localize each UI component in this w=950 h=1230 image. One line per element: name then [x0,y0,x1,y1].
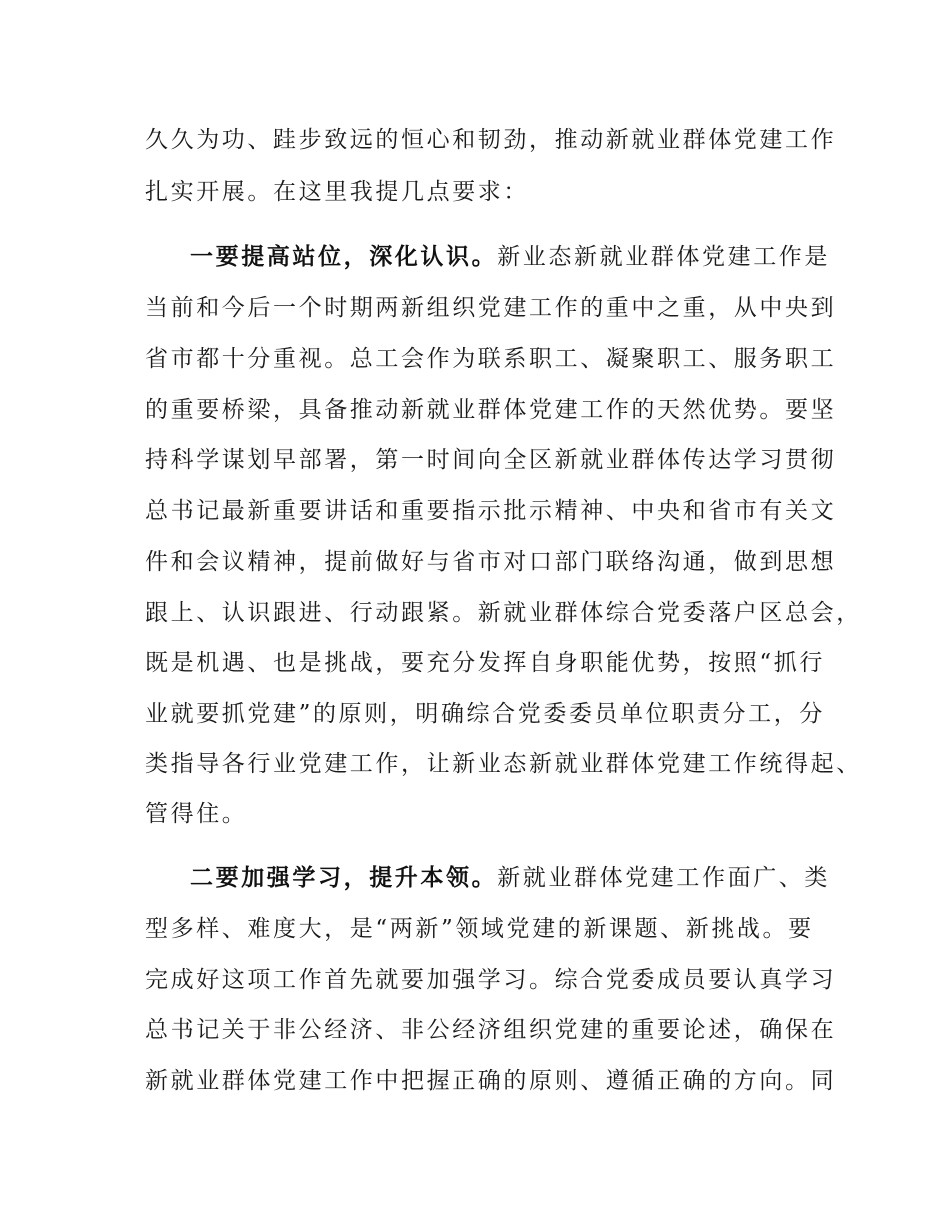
text-line: 新就业群体党建工作面广、类 [497,865,831,891]
paragraph-first-line [190,235,870,279]
text-line: 管得住。 [145,801,248,827]
paragraph-first-line [190,856,870,900]
text-line: 类指导各行业党建工作，让新业态新就业群体党建工作统得起、 [145,751,862,777]
text-line: 的重要桥梁，具备推动新就业群体党建工作的天然优势。要坚 [145,397,837,423]
text-line: 省市都十分重视。总工会作为联系职工、凝聚职工、服务职工 [145,346,837,372]
text-line: 新业态新就业群体党建工作是 [497,244,831,270]
text-line: 完成好这项工作首先就要加强学习。综合党委成员要认真学习 [145,967,837,993]
text-line: 扎实开展。在这里我提几点要求： [145,179,529,205]
text-line: 型多样、难度大，是“两新”领域党建的新课题、新挑战。要 [145,916,814,942]
text-line: 总书记关于非公经济、非公经济组织党建的重要论述，确保在 [145,1017,837,1043]
paragraph-heading: 二要加强学习，提升本领。 [190,865,498,891]
text-line: 久久为功、跬步致远的恒心和韧劲，推动新就业群体党建工作 [145,127,837,153]
text-line: 跟上、认识跟进、行动跟紧。新就业群体综合党委落户区总会， [145,600,862,626]
text-line: 件和会议精神，提前做好与省市对口部门联络沟通，做到思想 [145,549,837,575]
text-line: 持科学谋划早部署，第一时间向全区新就业群体传达学习贯彻 [145,447,837,473]
text-line: 既是机遇、也是挑战，要充分发挥自身职能优势，按照“抓行 [145,650,825,676]
paragraph-heading: 一要提高站位，深化认识。 [190,244,498,270]
text-line: 业就要抓党建”的原则，明确综合党委委员单位职责分工，分 [145,701,825,727]
text-line: 当前和今后一个时期两新组织党建工作的重中之重，从中央到 [145,295,837,321]
text-line: 总书记最新重要讲话和重要指示批示精神、中央和省市有关文 [145,498,837,524]
text-line: 新就业群体党建工作中把握正确的原则、遵循正确的方向。同 [145,1068,837,1094]
